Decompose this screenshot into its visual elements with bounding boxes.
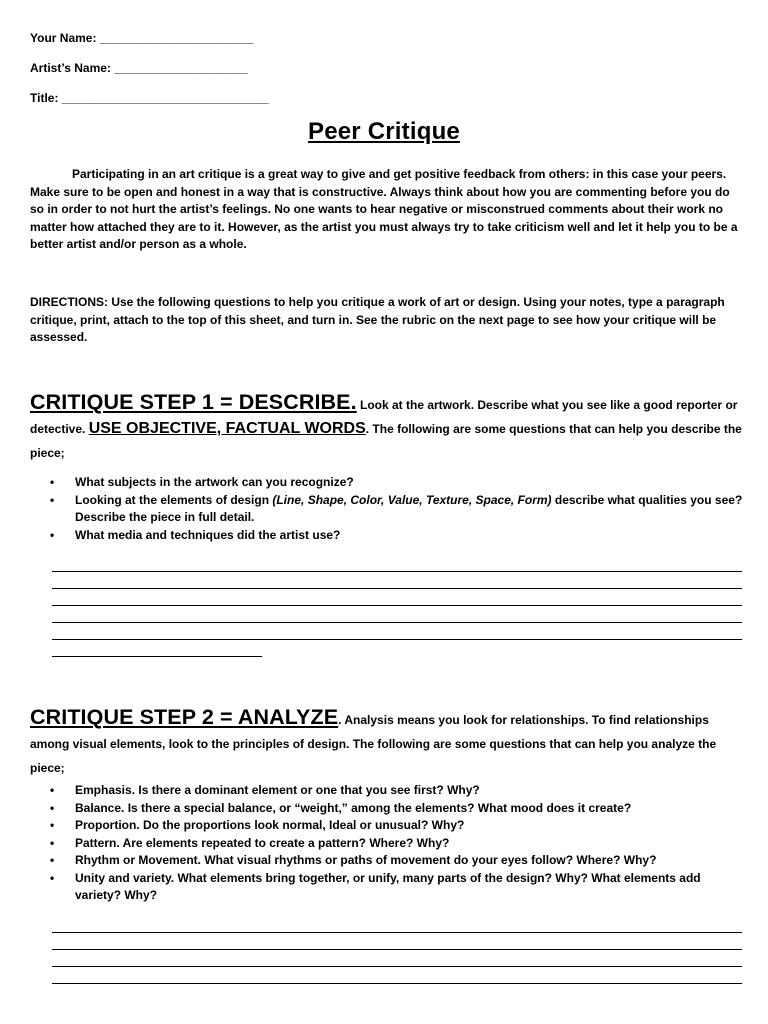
bullet-icon: • [50, 527, 55, 542]
bullet-icon: • [50, 475, 55, 489]
elements-of-design: (Line, Shape, Color, Value, Texture, Space, Form) [272, 492, 552, 507]
step1-heading: CRITIQUE STEP 1 = DESCRIBE. [30, 390, 357, 414]
answer-line[interactable] [52, 983, 742, 984]
bullet-icon: • [50, 800, 55, 815]
bullet-icon: • [50, 492, 55, 507]
question-text: What media and techniques did the artist use? [75, 527, 341, 542]
question-text: Unity and variety. What elements bring together, or unify, many parts of the design? Why? What elements add variety? Why? [75, 870, 701, 902]
step1-emphasis: USE OBJECTIVE, FACTUAL WORDS [88, 420, 366, 437]
step2-intro [30, 705, 746, 780]
bullet-icon: • [50, 870, 55, 885]
step1-text-a: Look at the artwork. Describe what you see like a good reporter or detective. [30, 398, 738, 436]
step2-text: . Analysis means you look for relationships. To find relationships among visual elements, look to the principles of design. The following are some questions that can help you analyze the piece; [30, 713, 717, 775]
step2-heading: CRITIQUE STEP 2 = ANALYZE [30, 705, 339, 729]
answer-line[interactable] [52, 639, 742, 640]
answer-line[interactable] [52, 966, 742, 967]
question-text: Pattern. Are elements repeated to create a pattern? Where? Why? [75, 835, 450, 850]
question-text: Proportion. Do the proportions look normal, Ideal or unusual? Why? [75, 818, 465, 832]
question-text: Looking at the elements of design [75, 492, 273, 507]
list-item [50, 852, 746, 870]
bullet-icon: • [50, 818, 55, 832]
bullet-icon: • [50, 783, 55, 797]
bullet-icon: • [50, 835, 55, 850]
step1-question-list [50, 474, 746, 544]
list-item [50, 474, 746, 492]
list-item [50, 870, 746, 905]
your-name-field: Your Name: _______________________ [30, 31, 254, 45]
question-text: Rhythm or Movement. What visual rhythms or paths of movement do your eyes follow? Where? Why? [75, 853, 657, 867]
intro-paragraph: Participating in an art critique is a great way to give and get positive feedback from others: in this case your peers. Make sure to be open and honest in a way that is constructive. Always think about how you are commenting before you do so in order to not hurt the artist’s feelings. No one wants to hear negative or misconstrued comments about their work no matter how attached they are to it. However, as the artist you must always try to take criticism well and let it help you to be a better artist and/or person as a whole. [30, 167, 738, 251]
list-item [50, 782, 746, 800]
question-text: What subjects in the artwork can you recognize? [75, 475, 354, 489]
answer-line[interactable] [52, 932, 742, 933]
step1-text-b: . The following are some questions that can help you describe the piece; [30, 422, 742, 460]
answer-line[interactable] [52, 949, 742, 950]
artwork-title-field: Title: _______________________________ [30, 91, 269, 105]
list-item [50, 835, 746, 853]
answer-line[interactable] [52, 605, 742, 606]
answer-line[interactable] [52, 622, 742, 623]
list-item [50, 527, 746, 545]
list-item [50, 492, 746, 527]
answer-line[interactable] [52, 656, 262, 657]
step1-intro [30, 390, 746, 465]
artist-name-field: Artist’s Name: ____________________ [30, 61, 248, 75]
bullet-icon: • [50, 853, 55, 867]
answer-line[interactable] [52, 588, 742, 589]
list-item [50, 817, 746, 835]
question-text: Balance. Is there a special balance, or “weight,” among the elements? What mood does it create? [75, 800, 632, 815]
answer-line[interactable] [52, 571, 742, 572]
question-text: Emphasis. Is there a dominant element or one that you see first? Why? [75, 783, 480, 797]
list-item [50, 800, 746, 818]
step2-question-list [50, 782, 746, 905]
page-title: Peer Critique [308, 118, 460, 145]
directions-paragraph: DIRECTIONS: Use the following questions to help you critique a work of art or design. Using your notes, type a paragraph critique, print, attach to the top of this sheet, and turn in. See the rubric on the next page to see how your critique will be assessed. [30, 295, 725, 344]
question-text: describe what qualities you see? Describe the piece in full detail. [75, 492, 743, 524]
